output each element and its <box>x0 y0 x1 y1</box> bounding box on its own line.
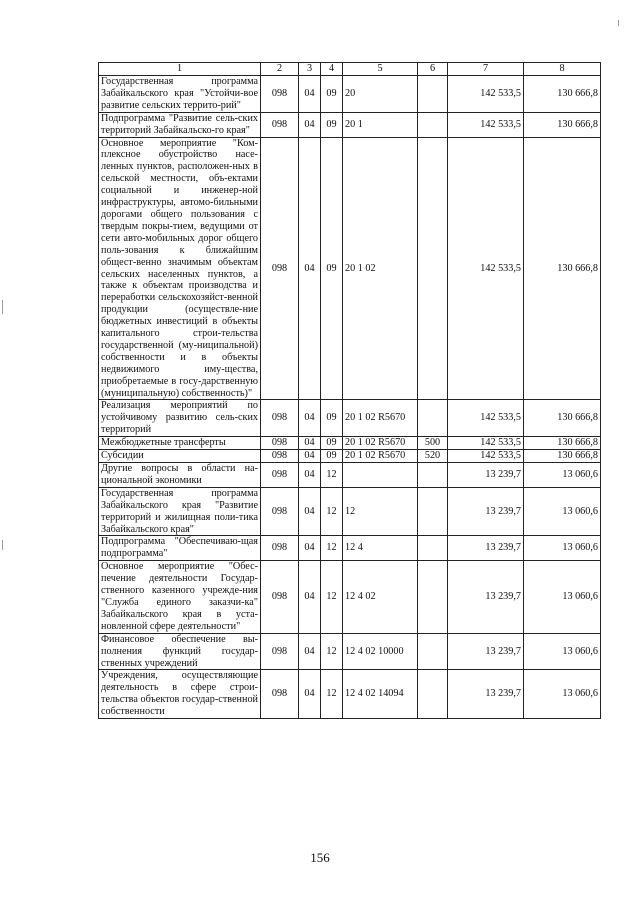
row-name-cell: Другие вопросы в области на-циональной экономики <box>99 463 261 488</box>
ministry-code-cell: 098 <box>261 450 299 463</box>
column-header: 8 <box>524 63 601 76</box>
column-header: 1 <box>99 63 261 76</box>
row-name-cell: Государственная программа Забайкальского края "Устойчи-вое развитие сельских террито-рий" <box>99 76 261 113</box>
target-article-cell: 12 4 <box>343 536 418 561</box>
amount-cell: 130 666,8 <box>524 400 601 437</box>
amount-cell: 130 666,8 <box>524 450 601 463</box>
target-article-cell: 20 1 02 <box>343 137 418 400</box>
subsection-cell: 12 <box>321 633 343 670</box>
subsection-cell: 09 <box>321 112 343 137</box>
ministry-code-cell: 098 <box>261 112 299 137</box>
column-header: 5 <box>343 63 418 76</box>
target-article-cell: 20 1 02 R5670 <box>343 400 418 437</box>
table-header-row <box>99 63 601 76</box>
subsection-cell: 09 <box>321 450 343 463</box>
amount-cell: 13 239,7 <box>448 536 524 561</box>
row-name-cell: Государственная программа Забайкальского края "Развитие территорий и жилищная поли-тика Забайкальского края" <box>99 487 261 536</box>
table-row <box>99 400 601 437</box>
amount-cell: 13 239,7 <box>448 561 524 633</box>
expense-type-cell <box>418 487 448 536</box>
row-name-cell: Подпрограмма "Развитие сель-ских территорий Забайкальско-го края" <box>99 112 261 137</box>
section-cell: 04 <box>299 633 321 670</box>
expense-type-cell <box>418 561 448 633</box>
expense-type-cell: 500 <box>418 437 448 450</box>
subsection-cell: 09 <box>321 400 343 437</box>
section-cell: 04 <box>299 487 321 536</box>
table-row <box>99 463 601 488</box>
row-name-cell: Субсидии <box>99 450 261 463</box>
expense-type-cell <box>418 112 448 137</box>
amount-cell: 142 533,5 <box>448 137 524 400</box>
scan-mark <box>2 540 3 550</box>
scan-mark <box>2 300 3 314</box>
target-article-cell: 12 4 02 10000 <box>343 633 418 670</box>
ministry-code-cell: 098 <box>261 400 299 437</box>
column-header: 6 <box>418 63 448 76</box>
scan-mark <box>618 20 619 26</box>
row-name-cell: Межбюджетные трансферты <box>99 437 261 450</box>
page-number: 156 <box>310 850 330 865</box>
row-name-cell: Реализация мероприятий по устойчивому развитию сель-ских территорий <box>99 400 261 437</box>
amount-cell: 13 239,7 <box>448 633 524 670</box>
expense-type-cell <box>418 76 448 113</box>
section-cell: 04 <box>299 112 321 137</box>
target-article-cell: 12 <box>343 487 418 536</box>
amount-cell: 13 060,6 <box>524 670 601 719</box>
target-article-cell: 20 1 02 R5670 <box>343 450 418 463</box>
table-row <box>99 137 601 400</box>
row-name-cell: Учреждения, осуществляющие деятельность в сфере строи-тельства объектов государ-ственной собственности <box>99 670 261 719</box>
amount-cell: 13 239,7 <box>448 487 524 536</box>
section-cell: 04 <box>299 561 321 633</box>
amount-cell: 142 533,5 <box>448 450 524 463</box>
amount-cell: 13 239,7 <box>448 463 524 488</box>
ministry-code-cell: 098 <box>261 536 299 561</box>
ministry-code-cell: 098 <box>261 137 299 400</box>
subsection-cell: 12 <box>321 487 343 536</box>
amount-cell: 13 060,6 <box>524 463 601 488</box>
budget-table <box>98 62 601 719</box>
section-cell: 04 <box>299 437 321 450</box>
expense-type-cell <box>418 536 448 561</box>
subsection-cell: 09 <box>321 437 343 450</box>
table-row <box>99 450 601 463</box>
column-header: 4 <box>321 63 343 76</box>
section-cell: 04 <box>299 463 321 488</box>
target-article-cell: 12 4 02 <box>343 561 418 633</box>
target-article-cell: 20 1 02 R5670 <box>343 437 418 450</box>
amount-cell: 13 239,7 <box>448 670 524 719</box>
section-cell: 04 <box>299 137 321 400</box>
amount-cell: 13 060,6 <box>524 633 601 670</box>
ministry-code-cell: 098 <box>261 633 299 670</box>
amount-cell: 130 666,8 <box>524 137 601 400</box>
amount-cell: 142 533,5 <box>448 400 524 437</box>
amount-cell: 142 533,5 <box>448 437 524 450</box>
row-name-cell: Подпрограмма "Обеспечиваю-щая подпрограмма" <box>99 536 261 561</box>
target-article-cell <box>343 463 418 488</box>
ministry-code-cell: 098 <box>261 561 299 633</box>
row-name-cell: Основное мероприятие "Ком-плексное обустройство насе-ленных пунктов, расположен-ных в сельской местности, объ-ектами социальной и инженер-ной инфраструктуры, автомо-бильными дорогами общего пользования с твердым покры-тием, ведущими от сети авто-мобильных дорог общего поль-зования к ближайшим общест-венно значимым объектам сельских населенных пунктов, а также к объектам производства и переработки сельскохозяйст-венной продукции (осуществле-ние бюджетных инвестиций в объекты капитального строи-тельства государственной (му-ниципальной) собственности и в объекты недвижимого иму-щества, приобретаемые в госу-дарственную (муниципальную) собственность)" <box>99 137 261 400</box>
row-name-cell: Основное мероприятие "Обес-печение деятельности Государ-ственного казенного учрежде-ния "Служба единого заказчи-ка" Забайкальского края в уста-новленной сфере деятельности" <box>99 561 261 633</box>
section-cell: 04 <box>299 670 321 719</box>
subsection-cell: 09 <box>321 76 343 113</box>
amount-cell: 142 533,5 <box>448 112 524 137</box>
table-row <box>99 561 601 633</box>
section-cell: 04 <box>299 400 321 437</box>
subsection-cell: 09 <box>321 137 343 400</box>
amount-cell: 13 060,6 <box>524 487 601 536</box>
subsection-cell: 12 <box>321 463 343 488</box>
subsection-cell: 12 <box>321 536 343 561</box>
amount-cell: 130 666,8 <box>524 76 601 113</box>
table-row <box>99 76 601 113</box>
expense-type-cell <box>418 670 448 719</box>
subsection-cell: 12 <box>321 561 343 633</box>
subsection-cell: 12 <box>321 670 343 719</box>
expense-type-cell: 520 <box>418 450 448 463</box>
expense-type-cell <box>418 633 448 670</box>
table-row <box>99 112 601 137</box>
expense-type-cell <box>418 400 448 437</box>
expense-type-cell <box>418 463 448 488</box>
expense-type-cell <box>418 137 448 400</box>
column-header: 2 <box>261 63 299 76</box>
section-cell: 04 <box>299 76 321 113</box>
section-cell: 04 <box>299 450 321 463</box>
section-cell: 04 <box>299 536 321 561</box>
ministry-code-cell: 098 <box>261 670 299 719</box>
amount-cell: 142 533,5 <box>448 76 524 113</box>
table-row <box>99 670 601 719</box>
ministry-code-cell: 098 <box>261 463 299 488</box>
ministry-code-cell: 098 <box>261 487 299 536</box>
ministry-code-cell: 098 <box>261 437 299 450</box>
table-row <box>99 487 601 536</box>
column-header: 7 <box>448 63 524 76</box>
column-header: 3 <box>299 63 321 76</box>
target-article-cell: 12 4 02 14094 <box>343 670 418 719</box>
row-name-cell: Финансовое обеспечение вы-полнения функций государ-ственных учреждений <box>99 633 261 670</box>
amount-cell: 130 666,8 <box>524 112 601 137</box>
target-article-cell: 20 <box>343 76 418 113</box>
ministry-code-cell: 098 <box>261 76 299 113</box>
target-article-cell: 20 1 <box>343 112 418 137</box>
amount-cell: 13 060,6 <box>524 536 601 561</box>
table-row <box>99 633 601 670</box>
table-row <box>99 437 601 450</box>
table-row <box>99 536 601 561</box>
amount-cell: 130 666,8 <box>524 437 601 450</box>
amount-cell: 13 060,6 <box>524 561 601 633</box>
